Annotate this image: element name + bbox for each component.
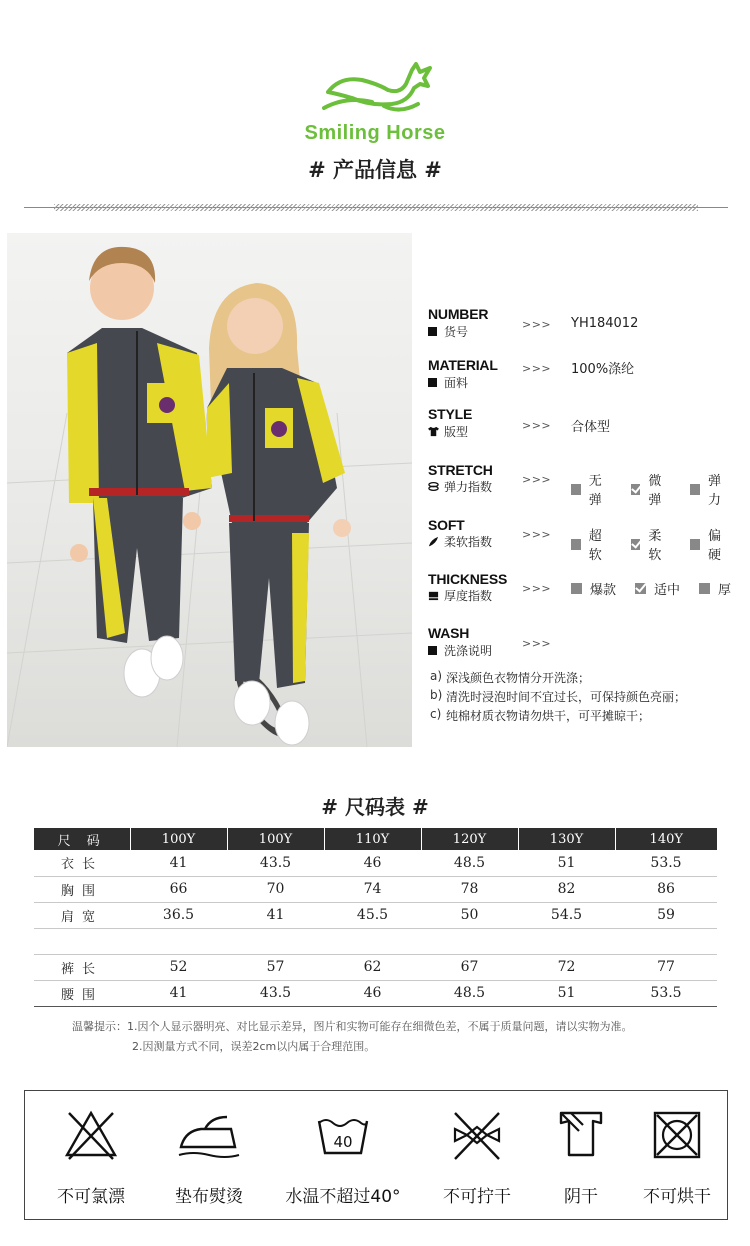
care-label: 不可氯漂 bbox=[57, 1187, 125, 1207]
table-header-cell: 100Y bbox=[130, 828, 227, 850]
table-cell bbox=[518, 928, 615, 954]
care-item bbox=[429, 1091, 525, 1221]
wash-instruction: a) 深浅颜色衣物情分开洗涤； bbox=[430, 669, 591, 685]
table-header-cell: 尺 码 bbox=[34, 828, 130, 850]
soft-option[interactable]: 偏硬 bbox=[690, 525, 731, 563]
thickness-options bbox=[571, 579, 750, 598]
spec-style-cn: 版型 bbox=[428, 423, 468, 440]
table-cell: 62 bbox=[324, 954, 421, 980]
table-header-row bbox=[34, 828, 717, 850]
spec-number-value: YH184012 bbox=[571, 316, 639, 331]
stretch-option[interactable]: 无弹 bbox=[571, 470, 612, 508]
spec-number-cn: 货号 bbox=[428, 323, 468, 340]
table-cell: 54.5 bbox=[518, 902, 615, 928]
spec-material-cn: 面料 bbox=[428, 374, 468, 391]
spec-material-arrows: >>> bbox=[522, 362, 552, 375]
table-cell: 52 bbox=[130, 954, 227, 980]
spec-number-en: NUMBER bbox=[428, 306, 489, 322]
spec-style-en: STYLE bbox=[428, 406, 473, 422]
table-header-cell: 130Y bbox=[518, 828, 615, 850]
shade-dry-icon bbox=[553, 1109, 609, 1163]
table-cell: 衣长 bbox=[34, 850, 130, 876]
checkbox-icon bbox=[571, 583, 582, 594]
spec-number-arrows: >>> bbox=[522, 318, 552, 331]
checkbox-checked-icon bbox=[635, 583, 646, 594]
table-cell bbox=[130, 928, 227, 954]
checkbox-icon bbox=[690, 484, 700, 495]
spec-material-en: MATERIAL bbox=[428, 357, 498, 373]
horse-logo-icon bbox=[300, 58, 450, 128]
care-label: 垫布熨烫 bbox=[175, 1187, 243, 1207]
no-wring-icon bbox=[449, 1109, 505, 1163]
table-cell: 78 bbox=[421, 876, 518, 902]
table-cell: 50 bbox=[421, 902, 518, 928]
checkbox-icon bbox=[690, 539, 700, 550]
table-cell: 胸围 bbox=[34, 876, 130, 902]
table-cell: 77 bbox=[615, 954, 717, 980]
table-cell: 41 bbox=[130, 850, 227, 876]
table-cell: 46 bbox=[324, 850, 421, 876]
table-cell: 86 bbox=[615, 876, 717, 902]
table-row bbox=[34, 980, 717, 1006]
spec-soft-en: SOFT bbox=[428, 517, 465, 533]
table-cell: 48.5 bbox=[421, 980, 518, 1006]
table-cell: 53.5 bbox=[615, 850, 717, 876]
checkbox-checked-icon bbox=[631, 539, 641, 550]
soft-options bbox=[571, 525, 750, 563]
spec-thickness-cn: 厚度指数 bbox=[428, 587, 492, 604]
care-instructions bbox=[24, 1090, 728, 1220]
table-cell bbox=[615, 928, 717, 954]
table-cell bbox=[421, 928, 518, 954]
checkbox-icon bbox=[571, 539, 581, 550]
no-tumble-dry-icon bbox=[651, 1109, 703, 1163]
table-header-cell: 120Y bbox=[421, 828, 518, 850]
square-bullet-icon bbox=[428, 378, 437, 387]
table-cell: 72 bbox=[518, 954, 615, 980]
stretch-option[interactable]: 微弹 bbox=[631, 470, 672, 508]
no-bleach-icon bbox=[63, 1109, 119, 1163]
spec-wash-en: WASH bbox=[428, 625, 470, 641]
spec-stretch-cn: 弹力指数 bbox=[428, 478, 492, 495]
brand-name: Smiling Horse bbox=[304, 122, 446, 144]
boy-figure bbox=[67, 247, 212, 697]
spec-wash-arrows: >>> bbox=[522, 637, 552, 650]
wash-instruction: c) 纯棉材质衣物请勿烘干，可平摊晾干； bbox=[430, 707, 651, 723]
table-row bbox=[34, 928, 717, 954]
table-cell bbox=[227, 928, 324, 954]
care-item bbox=[161, 1091, 257, 1221]
spec-thickness-arrows: >>> bbox=[522, 582, 552, 595]
product-info-title: # 产品信息 # bbox=[308, 158, 442, 182]
tshirt-icon bbox=[428, 426, 439, 437]
thickness-option[interactable]: 厚 bbox=[699, 579, 731, 598]
care-item bbox=[43, 1091, 139, 1221]
spec-material-value: 100%涤纶 bbox=[571, 362, 635, 377]
product-photo bbox=[7, 233, 412, 747]
table-row bbox=[34, 902, 717, 928]
table-cell: 53.5 bbox=[615, 980, 717, 1006]
soft-option[interactable]: 柔软 bbox=[631, 525, 672, 563]
table-cell: 70 bbox=[227, 876, 324, 902]
table-cell: 57 bbox=[227, 954, 324, 980]
size-chart-title: # 尺码表 # bbox=[321, 795, 429, 819]
table-cell bbox=[34, 928, 130, 954]
table-cell: 41 bbox=[130, 980, 227, 1006]
table-cell bbox=[324, 928, 421, 954]
spec-style-arrows: >>> bbox=[522, 419, 552, 432]
size-note: 温馨提示：1.因个人显示器明亮、对比显示差异，图片和实物可能存在细微色差，不属于质量问题，请以实物为准。 bbox=[72, 1020, 633, 1033]
stretch-options bbox=[571, 470, 750, 508]
table-cell: 41 bbox=[227, 902, 324, 928]
checkbox-icon bbox=[699, 583, 710, 594]
table-cell: 59 bbox=[615, 902, 717, 928]
table-cell: 36.5 bbox=[130, 902, 227, 928]
table-cell: 48.5 bbox=[421, 850, 518, 876]
size-table bbox=[34, 828, 717, 1007]
girl-figure bbox=[207, 283, 351, 745]
care-label: 水温不超过40° bbox=[285, 1187, 401, 1207]
table-cell: 74 bbox=[324, 876, 421, 902]
thickness-option[interactable]: 适中 bbox=[635, 579, 680, 598]
spec-style-value: 合体型 bbox=[571, 420, 611, 435]
stretch-option[interactable]: 弹力 bbox=[690, 470, 731, 508]
divider bbox=[24, 204, 728, 211]
table-header-cell: 100Y bbox=[227, 828, 324, 850]
table-cell: 45.5 bbox=[324, 902, 421, 928]
spec-stretch-arrows: >>> bbox=[522, 473, 552, 486]
spec-soft-cn: 柔软指数 bbox=[428, 533, 492, 550]
table-cell: 43.5 bbox=[227, 980, 324, 1006]
care-label: 不可拧干 bbox=[443, 1187, 511, 1207]
care-item bbox=[629, 1091, 725, 1221]
table-row bbox=[34, 954, 717, 980]
square-bullet-icon bbox=[428, 646, 437, 655]
table-cell: 51 bbox=[518, 850, 615, 876]
table-cell: 51 bbox=[518, 980, 615, 1006]
wash-instruction: b) 清洗时浸泡时间不宜过长，可保持颜色亮丽； bbox=[430, 688, 687, 704]
care-item bbox=[279, 1091, 407, 1221]
spec-wash-cn: 洗涤说明 bbox=[428, 642, 492, 659]
table-cell: 67 bbox=[421, 954, 518, 980]
table-cell: 46 bbox=[324, 980, 421, 1006]
table-cell: 66 bbox=[130, 876, 227, 902]
table-cell: 43.5 bbox=[227, 850, 324, 876]
spring-icon bbox=[428, 481, 439, 492]
table-cell: 腰围 bbox=[34, 980, 130, 1006]
spec-soft-arrows: >>> bbox=[522, 528, 552, 541]
table-row bbox=[34, 850, 717, 876]
care-item bbox=[533, 1091, 629, 1221]
checkbox-icon bbox=[571, 484, 581, 495]
layers-icon bbox=[428, 590, 439, 601]
table-cell: 82 bbox=[518, 876, 615, 902]
iron-icon bbox=[175, 1109, 243, 1163]
checkbox-checked-icon bbox=[631, 484, 641, 495]
table-cell: 裤长 bbox=[34, 954, 130, 980]
table-cell: 肩宽 bbox=[34, 902, 130, 928]
table-header-cell: 110Y bbox=[324, 828, 421, 850]
size-note: 2.因测量方式不同，误差2cm以内属于合理范围。 bbox=[132, 1040, 376, 1053]
svg-text:40: 40 bbox=[333, 1133, 353, 1151]
feather-icon bbox=[428, 536, 439, 547]
table-row bbox=[34, 876, 717, 902]
wash-40-icon bbox=[315, 1109, 371, 1163]
thickness-option[interactable]: 爆款 bbox=[571, 579, 616, 598]
spec-thickness-en: THICKNESS bbox=[428, 571, 508, 587]
soft-option[interactable]: 超软 bbox=[571, 525, 612, 563]
spec-stretch-en: STRETCH bbox=[428, 462, 493, 478]
table-header-cell: 140Y bbox=[615, 828, 717, 850]
square-bullet-icon bbox=[428, 327, 437, 336]
care-label: 不可烘干 bbox=[643, 1187, 711, 1207]
care-label: 阴干 bbox=[564, 1187, 598, 1207]
